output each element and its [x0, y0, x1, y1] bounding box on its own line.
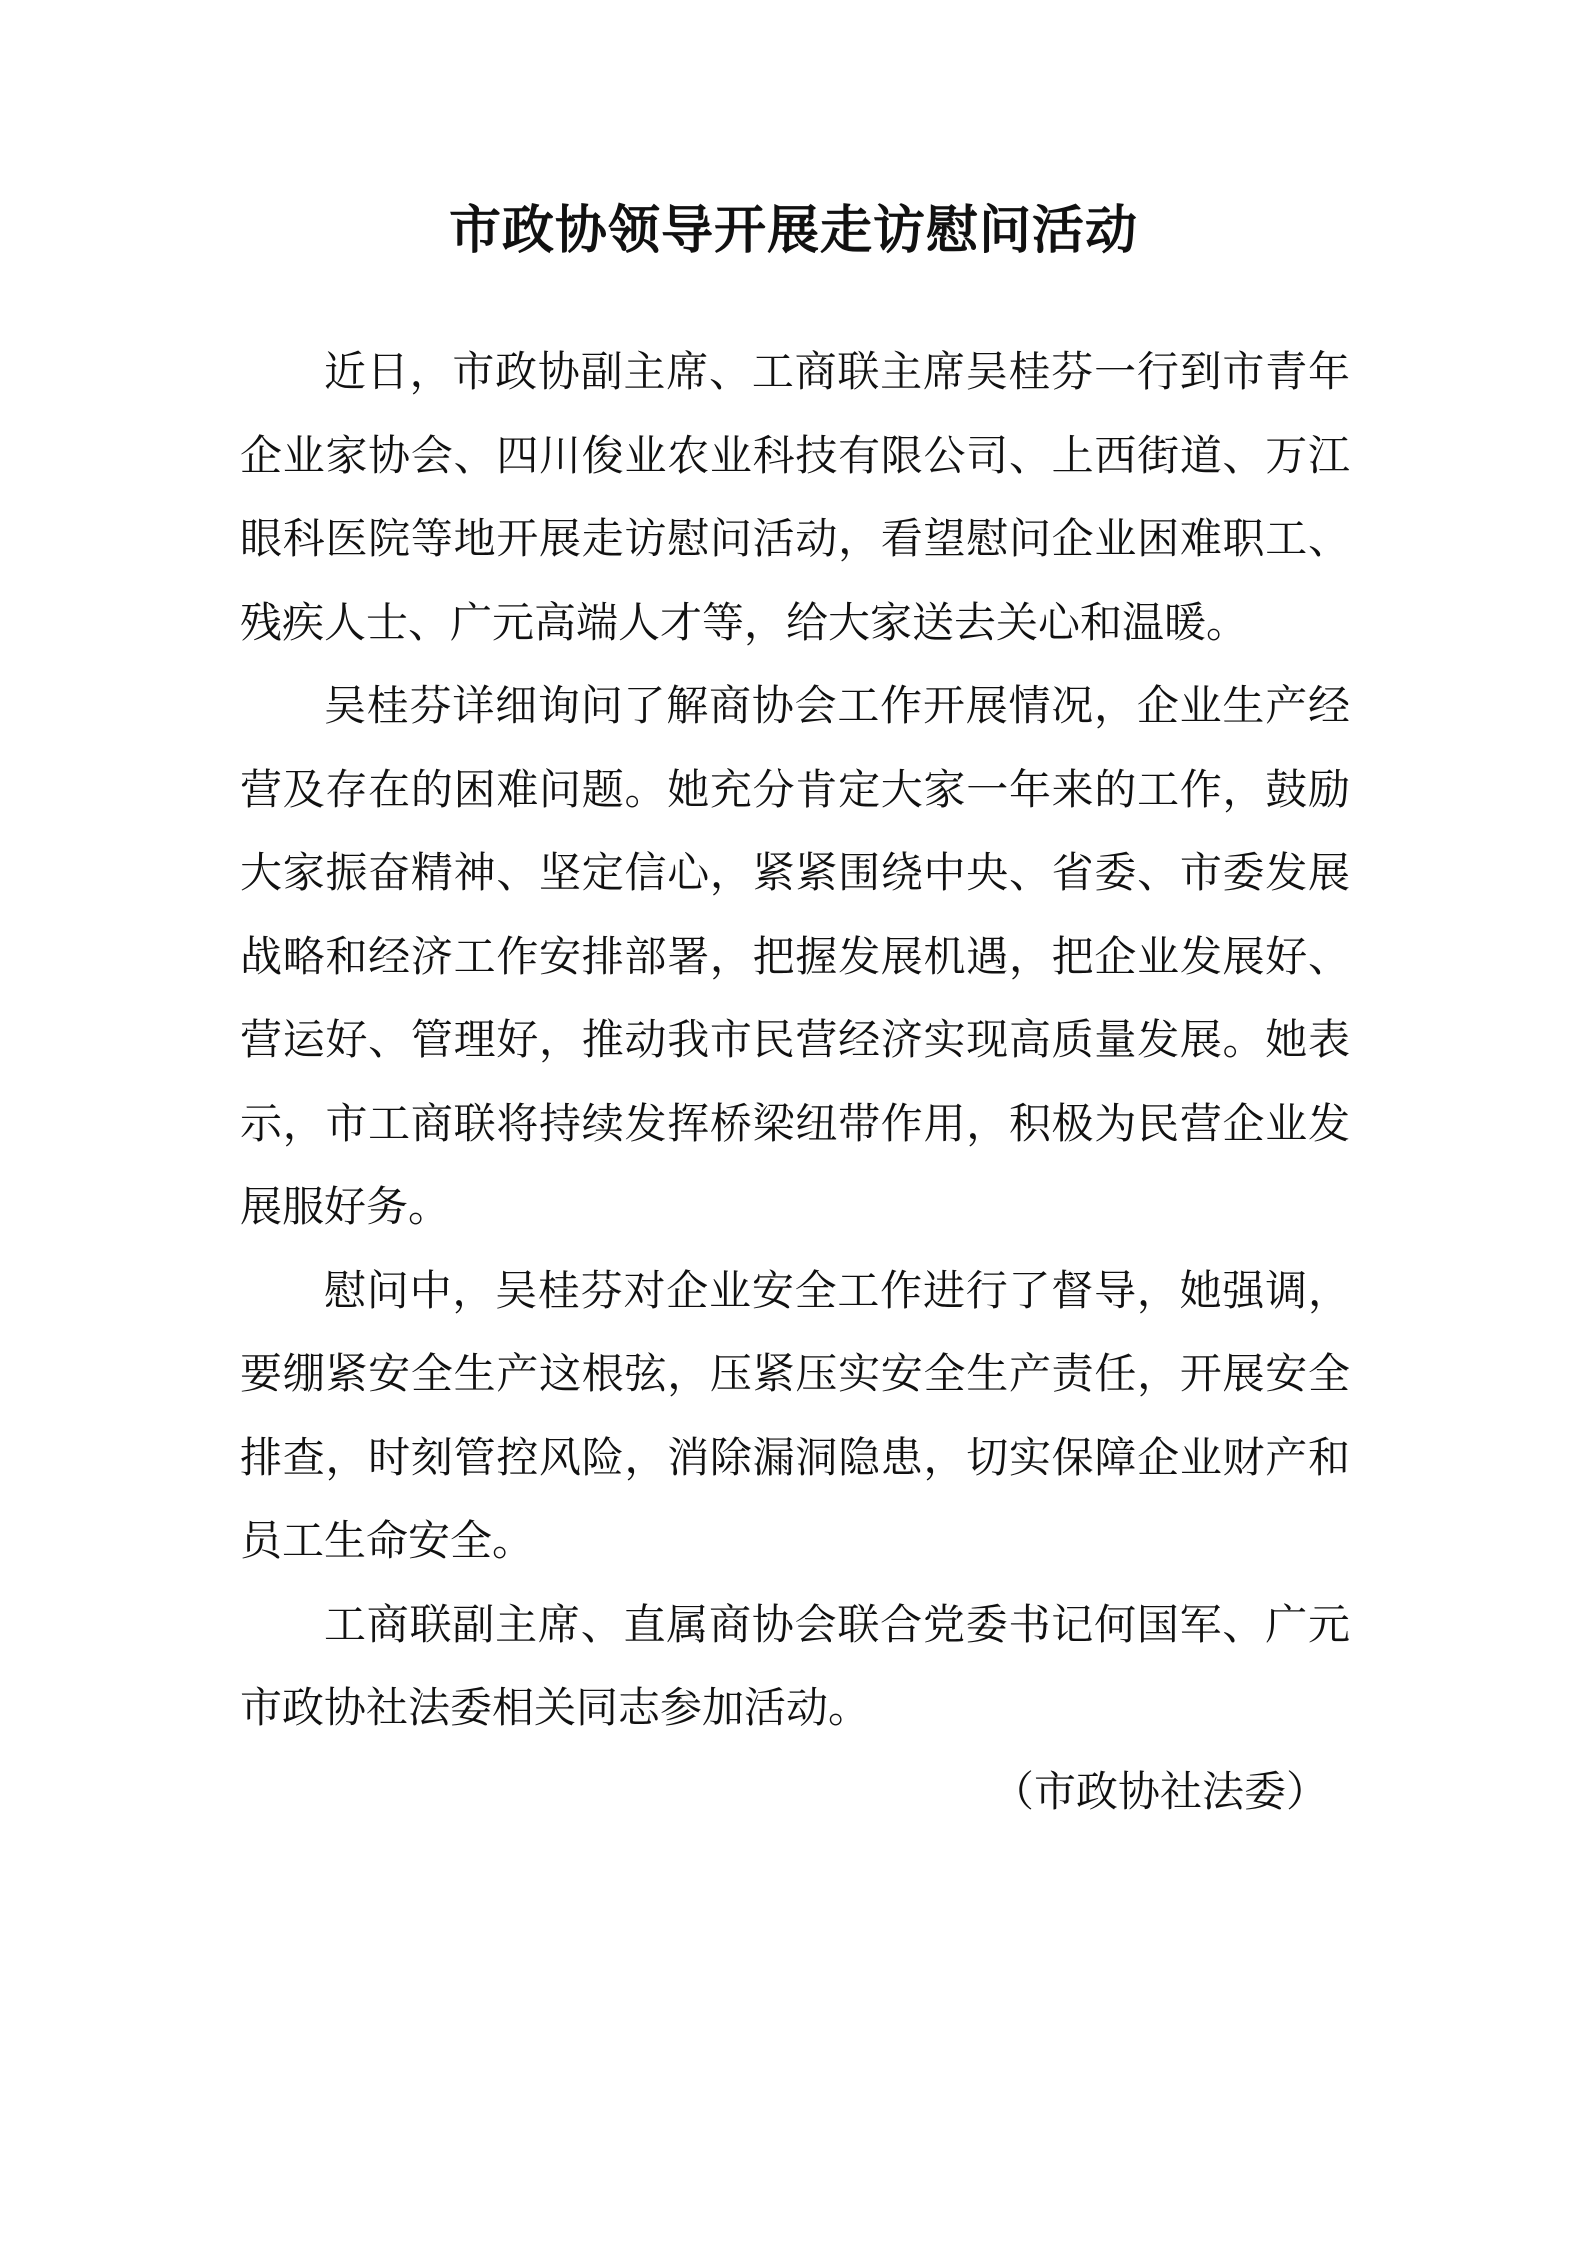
signature: （市政协社法委） [991, 1766, 1328, 1816]
document-body [240, 330, 1350, 1833]
document-title: 市政协领导开展走访慰问活动 [448, 200, 1138, 261]
paragraph: 工商联副主席、直属商协会联合党委书记何国军、广元市政协社法委相关同志参加活动。 [240, 1599, 1350, 1732]
paragraph: 慰问中，吴桂芬对企业安全工作进行了督导，她强调，要绷紧安全生产这根弦，压紧压实安全生产责任，开展安全排查，时刻管控风险，消除漏洞隐患，切实保障企业财产和员工生命安全。 [240, 1265, 1350, 1565]
paragraph: 吴桂芬详细询问了解商协会工作开展情况，企业生产经营及存在的困难问题。她充分肯定大家一年来的工作，鼓励大家振奋精神、坚定信心，紧紧围绕中央、省委、市委发展战略和经济工作安排部署，把握发展机遇，把企业发展好、营运好、管理好，推动我市民营经济实现高质量发展。她表示，市工商联将持续发挥桥梁纽带作用，积极为民营企业发展服好务。 [240, 681, 1350, 1231]
paragraph: 近日，市政协副主席、工商联主席吴桂芬一行到市青年企业家协会、四川俊业农业科技有限公司、上西街道、万江眼科医院等地开展走访慰问活动，看望慰问企业困难职工、残疾人士、广元高端人才等，给大家送去关心和温暖。 [240, 347, 1350, 647]
